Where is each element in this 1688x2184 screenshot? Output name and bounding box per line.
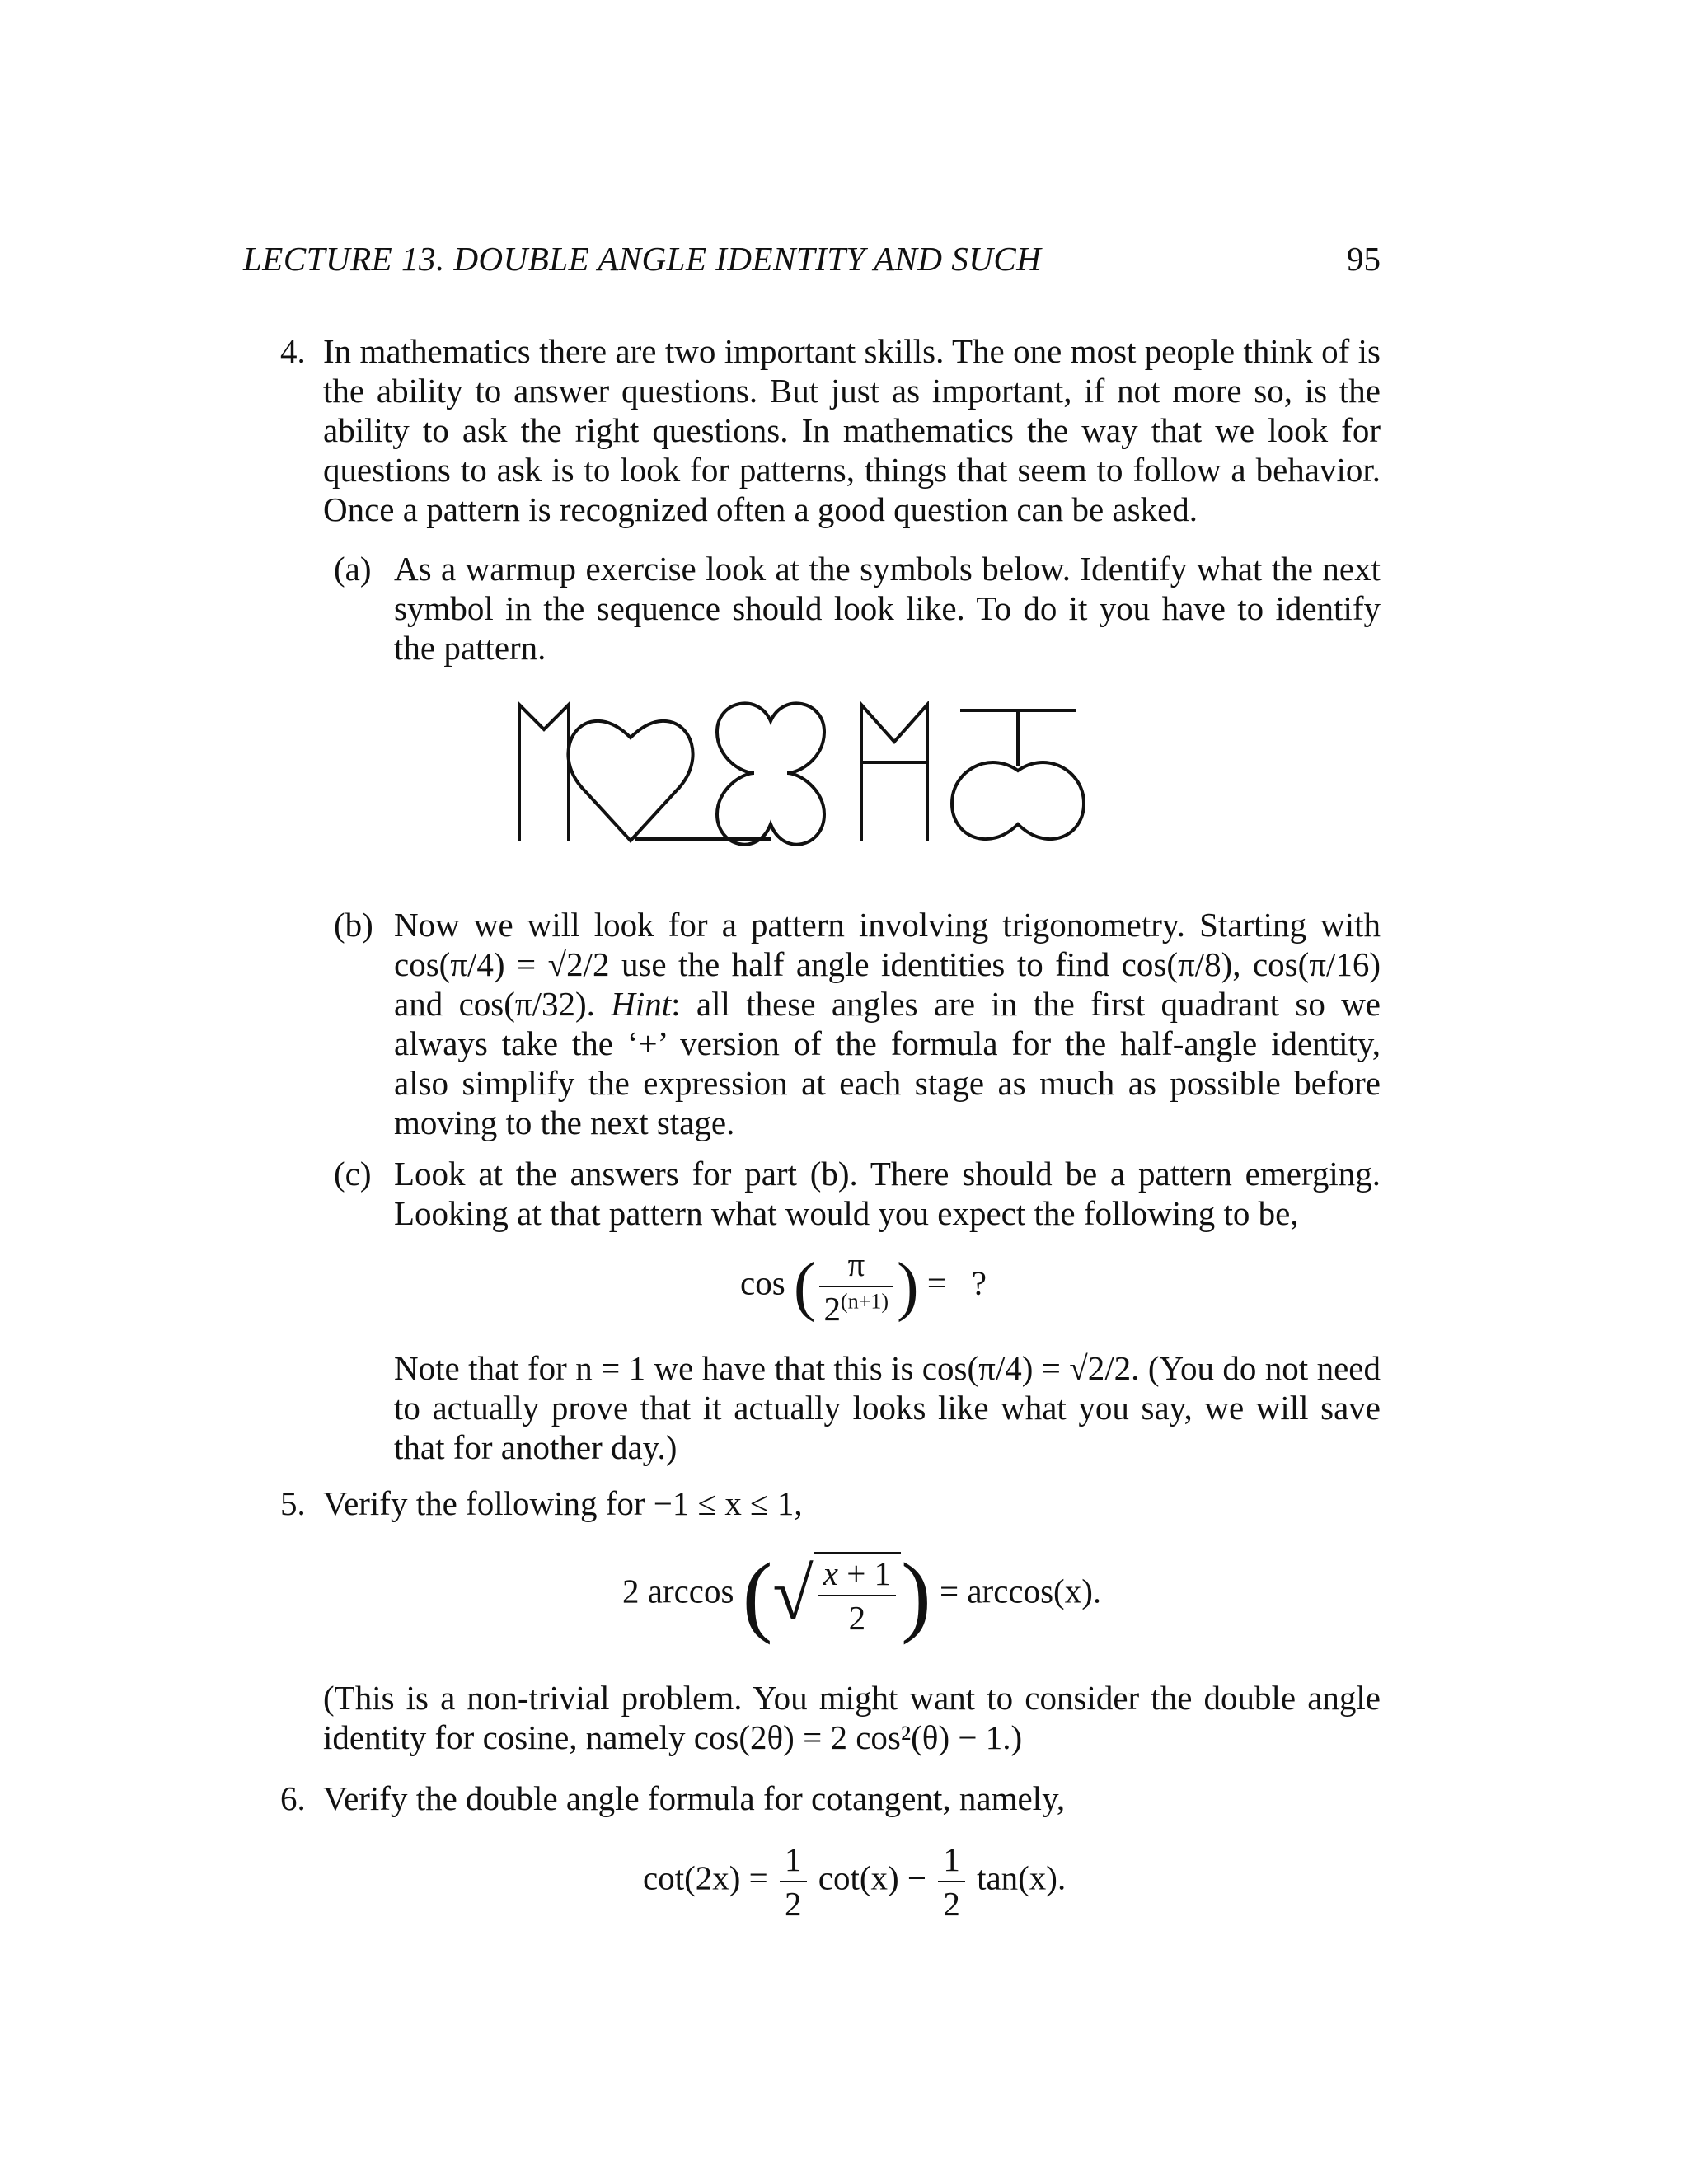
eq-5-radicand	[814, 1552, 901, 1638]
eq-6-frac2-num: 1	[938, 1840, 965, 1882]
item-6-number: 6.	[280, 1779, 306, 1817]
symbol-4	[861, 705, 927, 841]
symbol-1	[519, 705, 569, 841]
eq-4c-lparen: (	[793, 1250, 816, 1323]
eq-4c-rhs: = ?	[926, 1263, 987, 1302]
eq-6-mid: cot(x) −	[818, 1858, 927, 1897]
eq-5-lparen: (	[742, 1544, 773, 1645]
eq-5-rparen: )	[901, 1544, 931, 1645]
eq-5-denominator: 2	[848, 1599, 866, 1637]
eq-4c-numerator: π	[819, 1244, 893, 1287]
running-header	[243, 239, 1381, 279]
item-4c-text: Look at the answers for part (b). There should be a pattern emerging. Looking at that pattern what would you expect the following to be,	[394, 1155, 1381, 1232]
eq-6-fraction-2	[938, 1840, 965, 1924]
eq-6-end: tan(x).	[977, 1858, 1067, 1897]
item-4b-text-pre: Now we will look for a pattern involving trigonometry. Starting with cos(π/4) = √2/2 use the half angle identities to find cos(π/8), cos(π/16) and cos(π/32).	[394, 906, 1381, 1023]
item-4c-label: (c)	[334, 1155, 372, 1193]
header-title: LECTURE 13. DOUBLE ANGLE IDENTITY AND SUCH	[243, 240, 1042, 278]
item-6-equation	[643, 1840, 1066, 1924]
eq-6-frac1-num: 1	[780, 1840, 807, 1882]
item-4b-label: (b)	[334, 906, 373, 944]
eq-5-radical-sign: √	[772, 1554, 814, 1636]
eq-4c-cos: cos	[740, 1263, 785, 1302]
eq-5-fraction	[818, 1554, 896, 1638]
eq-4c-den-base: 2	[823, 1290, 842, 1328]
eq-5-lhs: 2 arccos	[622, 1572, 734, 1610]
item-4-text: In mathematics there are two important skills. The one most people think of is the ability to answer questions. But just as important, if not more so, is the ability to ask the right questions. In mathematics the way that we look for questions to ask is to look for patterns, things that seem to follow a behavior. Once a pattern is recognized often a good question can be asked.	[323, 332, 1381, 528]
item-4c-note: Note that for n = 1 we have that this is cos(π/4) = √2/2. (You do not need to actually prove that it actually looks like what you say, we will save that for another day.)	[394, 1349, 1381, 1466]
eq-6-frac1-den: 2	[785, 1885, 802, 1923]
item-4a-text: As a warmup exercise look at the symbols below. Identify what the next symbol in the sequence should look like. To do it you have to identify the pattern.	[394, 550, 1381, 667]
symbol-2-heart	[568, 721, 692, 841]
item-4a-label: (a)	[334, 550, 372, 588]
eq-6-fraction-1	[780, 1840, 807, 1924]
eq-4c-denominator	[819, 1287, 893, 1329]
eq-5-numerator: x + 1	[818, 1554, 896, 1596]
eq-4c-fraction	[819, 1244, 893, 1329]
eq-4c-den-exponent: (n+1)	[841, 1289, 889, 1314]
eq-6-frac2-den: 2	[943, 1885, 960, 1923]
item-5-note: (This is a non-trivial problem. You might want to consider the double angle identity for cosine, namely cos(2θ) = 2 cos²(θ) − 1.)	[323, 1679, 1381, 1756]
eq-5-rhs: = arccos(x).	[939, 1572, 1102, 1610]
item-5-text: Verify the following for −1 ≤ x ≤ 1,	[323, 1484, 803, 1522]
item-4-number: 4.	[280, 332, 306, 370]
item-4c-equation	[740, 1244, 987, 1329]
symbol-5-loop	[952, 762, 1084, 839]
eq-4c-rparen: )	[897, 1250, 919, 1323]
symbol-sequence-figure	[511, 701, 1253, 857]
item-6-text: Verify the double angle formula for cotangent, namely,	[323, 1779, 1066, 1817]
item-5-equation	[622, 1544, 1102, 1645]
eq-6-lhs: cot(2x) =	[643, 1858, 768, 1897]
page-number: 95	[1347, 240, 1381, 278]
item-4b-text	[394, 905, 1381, 1142]
item-5-number: 5.	[280, 1484, 306, 1522]
item-4b-text-post: : all these angles are in the first quadrant so we always take the ‘+’ version of the formula for the half-angle identity, also simplify the expression at each stage as much as possible before moving to the next stage.	[394, 985, 1381, 1141]
symbol-3	[717, 703, 824, 844]
item-4b-hint-label: Hint	[611, 985, 672, 1023]
